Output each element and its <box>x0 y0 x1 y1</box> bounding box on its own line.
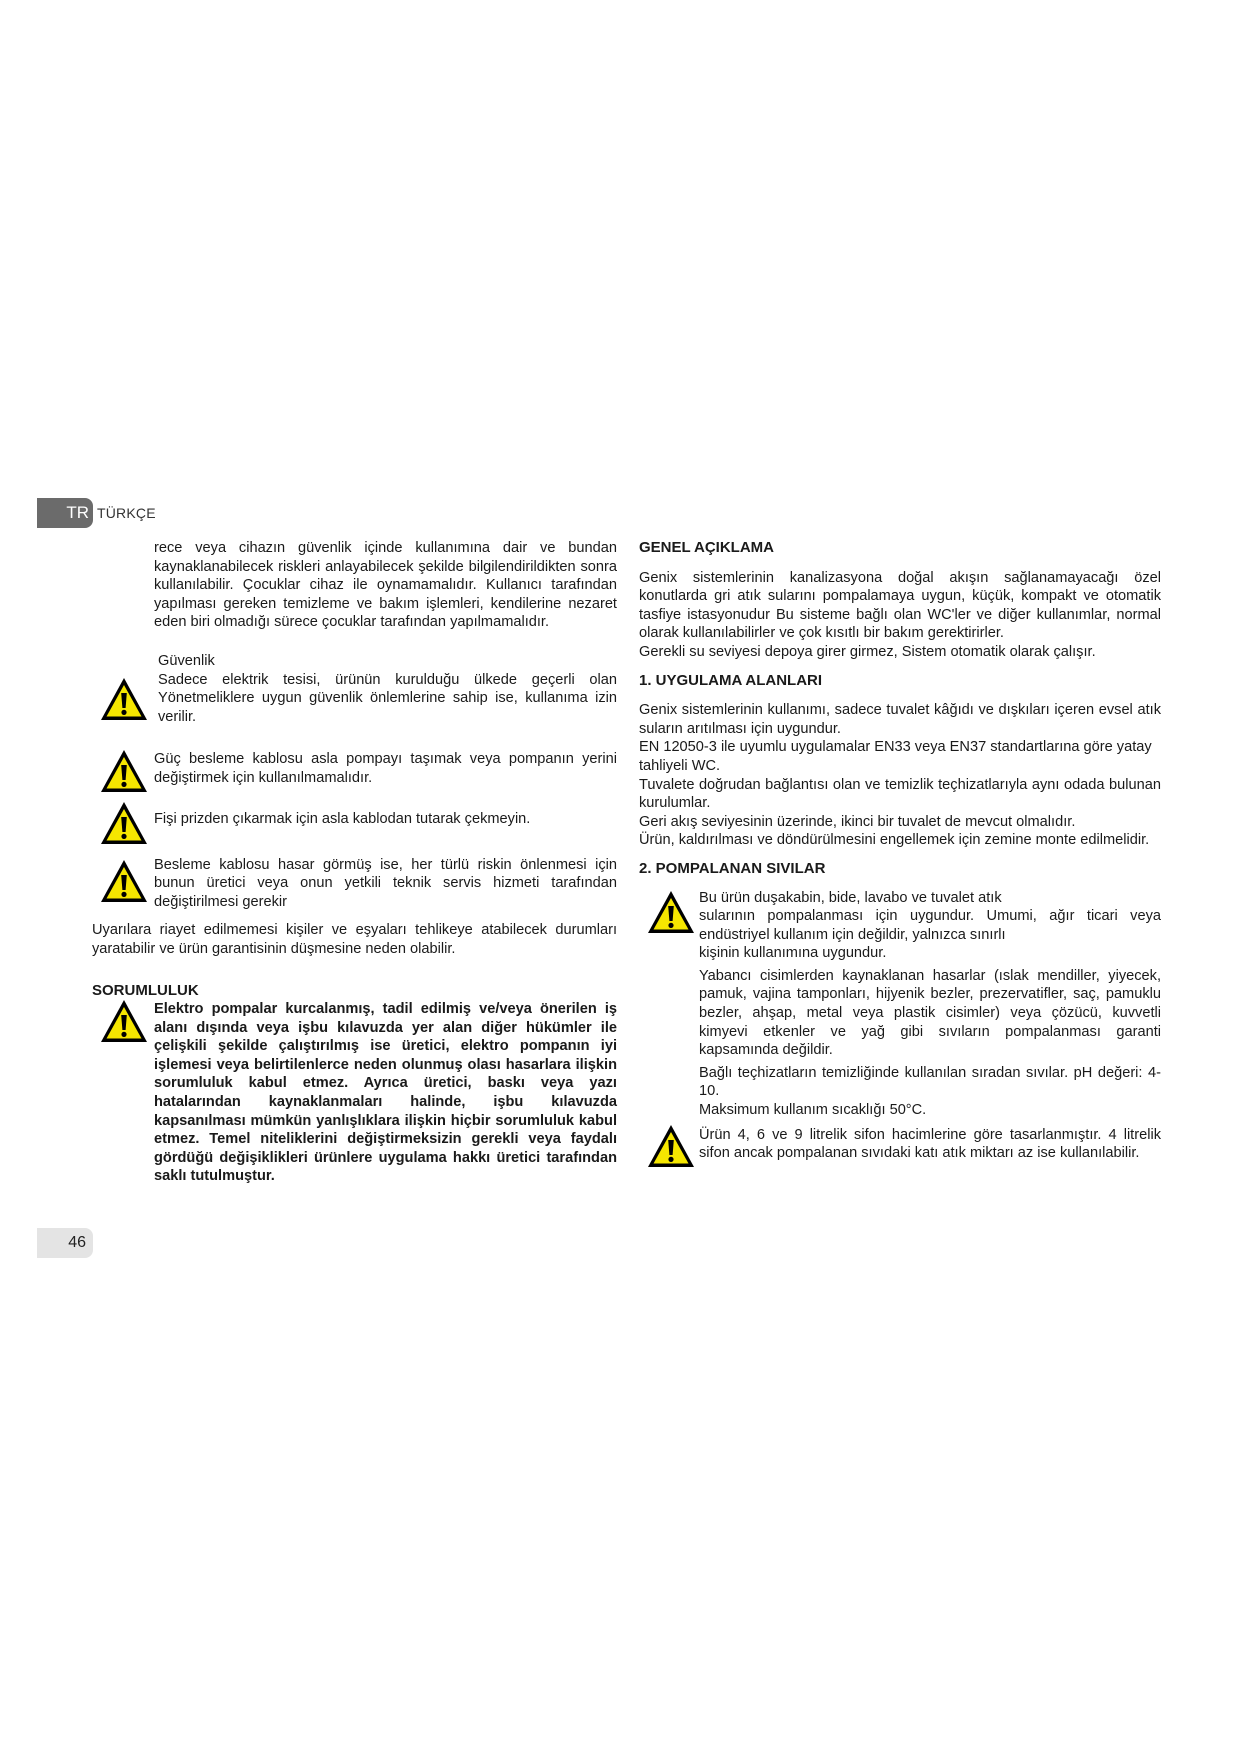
pumped-liquids-warning <box>639 889 1161 963</box>
warning-triangle-icon <box>99 998 149 1044</box>
applications-text-4: Geri akış seviyesinin üzerinde, ikinci bir tuvalet de mevcut olmalıdır. <box>639 813 1076 830</box>
applications-text-1: Genix sistemlerinin kullanımı, sadece tuvalet kâğıdı ve dışkıları içeren evsel atık suların arıtılması için uygundur. <box>639 702 1161 737</box>
warning-triangle-icon <box>646 889 696 935</box>
warning-triangle-icon <box>99 748 149 794</box>
plug-warning-text: Fişi prizden çıkarmak için asla kablodan tutarak çekmeyin. <box>154 810 531 827</box>
warning-triangle-icon <box>99 858 149 904</box>
warning-triangle-icon <box>99 676 149 722</box>
general-description-auto: Gerekli su seviyesi depoya girer girmez, Sistem otomatik olarak çalışır. <box>639 643 1096 660</box>
safety-text: Sadece elektrik tesisi, ürünün kurulduğu ülkede geçerli olan Yönetmeliklere uygun güvenlik önlemlerine sahip ise, kullanıma izin verilir. <box>158 671 617 725</box>
right-column <box>639 539 1161 1163</box>
damaged-cable-warning <box>92 856 617 912</box>
pumped-liquids-warning-line-2: sularının pompalanması için uygundur. Umumi, ağır ticari veya endüstriyel kullanım için değildir, yalnızca sınırlı <box>699 908 1161 943</box>
responsibility-text: Elektro pompalar kurcalanmış, tadil edilmiş ve/veya önerilen iş alanı dışında veya işbu kılavuzda yer alan diğer hükümler ile çelişkili şekilde çalıştırılmış ise üretici, elektro pompanın iyi işlemesi veya belirtilenlerce neden olunmuş olası hasarlara ilişkin sorumluluk kabul etmez. Ayrıca üretici, baskı veya yazı hatalarından kaynaklanmaları halinde, işbu kılavuzda kapsanılması mümkün yanlışlıklara ilişkin hiçbir sorumluluk kabul etmez. Temel niteliklerini değiştirmeksizin gerekli veya faydalı gördüğü değişiklikleri ürünlere uygulama hakkı üretici tarafından saklı tutulmuştur. <box>154 1001 617 1185</box>
left-column <box>92 539 617 1186</box>
responsibility-title: SORUMLULUK <box>92 981 199 999</box>
applications-text-2: EN 12050-3 ile uyumlu uygulamalar EN33 veya EN37 standartlarına göre yatay tahliyeli WC. <box>639 739 1152 774</box>
warning-note: Uyarılara riayet edilmemesi kişiler ve eşyaları tehlikeye atabilecek durumları yaratabilir ve ürün garantisinin düşmesine neden olabilir. <box>92 922 617 957</box>
siphon-warning-text: Ürün 4, 6 ve 9 litrelik sifon hacimlerine göre tasarlanmıştır. 4 litrelik sifon ancak pompalanan sıvıdaki katı atık miktarı az ise kullanılabilir. <box>699 1126 1161 1162</box>
ph-text: Bağlı teçhizatların temizliğinde kullanılan sıradan sıvılar. pH değeri: 4-10. <box>699 1064 1161 1100</box>
max-temperature-text: Maksimum kullanım sıcaklığı 50°C. <box>699 1102 927 1119</box>
pumped-liquids-warning-line-1: Bu ürün duşakabin, bide, lavabo ve tuvalet atık <box>699 889 1002 906</box>
general-description-text: Genix sistemlerinin kanalizasyona doğal akışın sağlanamayacağı özel konutlarda gri atık sularını pompalamaya uygun, küçük, kompakt ve otomatik tasfiye istasyonudur Bu sisteme bağlı olan WC'ler ve diğer kullanımlar, normal olarak kullanılabilirler ve çok kısıtlı bir bakım gerektirirler. <box>639 569 1161 642</box>
pumped-liquids-title: 2. POMPALANAN SIVILAR <box>639 859 826 877</box>
page-number: 46 <box>37 1228 93 1258</box>
language-tab <box>37 498 156 528</box>
siphon-warning <box>639 1126 1161 1163</box>
cable-warning-text: Güç besleme kablosu asla pompayı taşımak veya pompanın yerini değiştirmek için kullanılmamalıdır. <box>154 751 617 786</box>
pumped-liquids-warning-line-3: kişinin kullanımına uygundur. <box>699 945 887 962</box>
general-description-title: GENEL AÇIKLAMA <box>639 539 774 556</box>
warning-triangle-icon <box>646 1123 696 1169</box>
applications-text-3: Tuvalete doğrudan bağlantısı olan ve temizlik teçhizatlarıyla aynı odada bulunan kurulumlar. <box>639 776 1161 812</box>
warning-triangle-icon <box>99 800 149 846</box>
safety-title: Güvenlik <box>158 652 215 669</box>
foreign-objects-text: Yabancı cisimlerden kaynaklanan hasarlar (ıslak mendiller, yiyecek, pamuk, vajina tamponları, hijyenik bezler, prezervatifler, saç, pamuklu bezler, ahşap, metal veya plastik cisimler) veya çözücü, kuvvetli kimyevi etkenler ve yağ gibi sıvıların pompalanması garanti kapsamında değildir. <box>699 967 1161 1059</box>
damaged-cable-warning-text: Besleme kablosu hasar görmüş ise, her türlü riskin önlenmesi için bunun üretici veya onun yetkili teknik servis hizmeti tarafından değiştirilmesi gerekir <box>154 856 617 910</box>
cable-warning <box>92 750 617 787</box>
plug-warning <box>92 810 617 840</box>
language-code: TR <box>37 498 93 528</box>
intro-paragraph: rece veya cihazın güvenlik içinde kullanımına dair ve bundan kaynaklanabilecek riskleri anlayabilecek şekilde bilgilendirildikten sonra kullanılabilir. Çocuklar cihaz ile oynamamalıdır. Kullanıcı tarafından yapılması gereken temizleme ve bakım işlemleri, kendilerine nezaret eden biri olmadığı sürece çocuklar tarafından yapılmamalıdır. <box>154 540 617 631</box>
safety-warning <box>92 652 617 726</box>
applications-text-5: Ürün, kaldırılması ve döndürülmesini engellemek için zemine monte edilmelidir. <box>639 832 1150 849</box>
language-name: TÜRKÇE <box>97 505 156 521</box>
responsibility-warning <box>92 1000 617 1186</box>
applications-title: 1. UYGULAMA ALANLARI <box>639 671 823 689</box>
